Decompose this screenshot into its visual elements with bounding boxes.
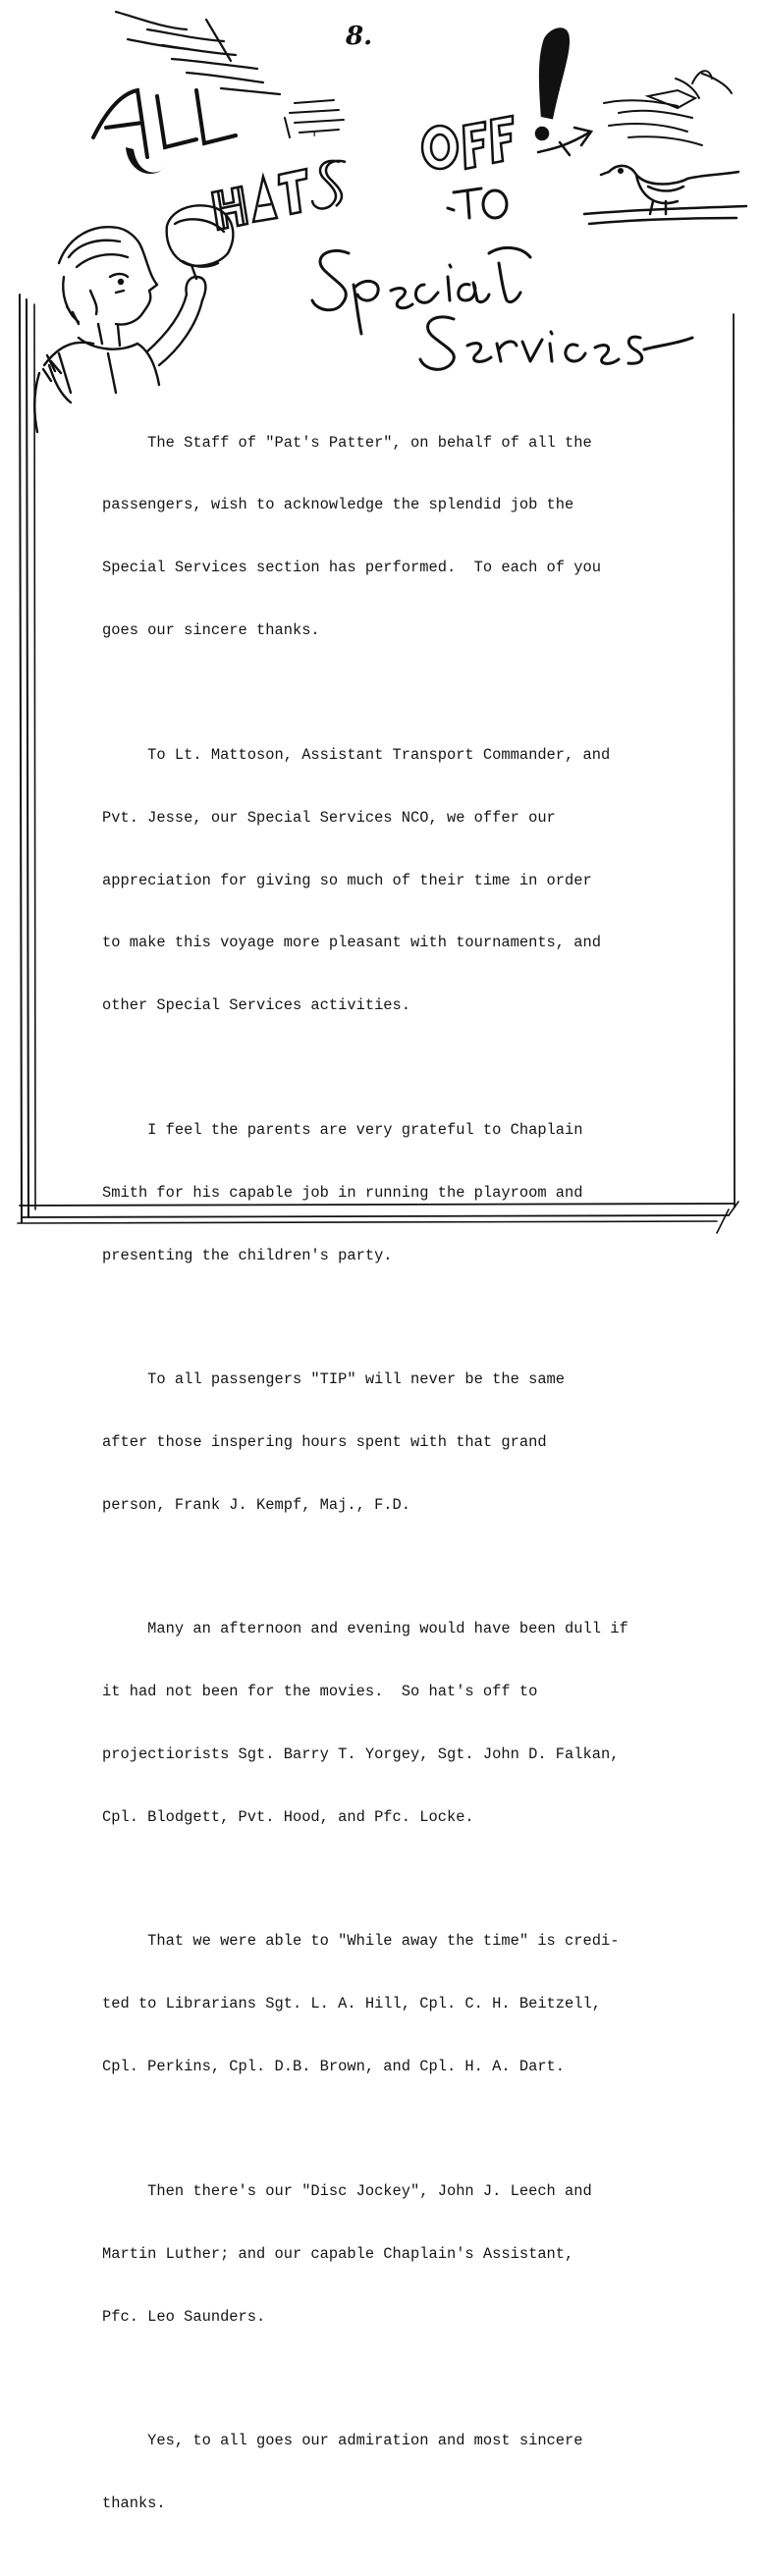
text-line: That we were able to "While away the time" is credi- — [102, 1932, 620, 1951]
paragraph-8 — [102, 2388, 711, 2555]
paragraph-7 — [102, 2139, 711, 2369]
speed-lines-right — [604, 71, 732, 145]
text-line: Yes, to all goes our admiration and most sincere — [102, 2432, 583, 2450]
paragraph-3 — [102, 1078, 711, 1308]
text-line: Cpl. Perkins, Cpl. D.B. Brown, and Cpl. H. A. Dart. — [102, 2058, 566, 2076]
text-line: To all passengers "TIP" will never be the same — [102, 1370, 566, 1389]
paragraph-1 — [102, 391, 711, 683]
text-line: person, Frank J. Kempf, Maj., F.D. — [102, 1495, 411, 1514]
text-line: ted to Librarians Sgt. L. A. Hill, Cpl. C. H. Beitzell, — [102, 1995, 601, 2013]
text-line: Cpl. Blodgett, Pvt. Hood, and Pfc. Locke. — [102, 1808, 474, 1826]
text-line: Smith for his capable job in running the playroom and — [102, 1183, 583, 1202]
bird-art — [584, 166, 746, 224]
headline-hats-art — [212, 129, 346, 230]
text-line: To Lt. Mattoson, Assistant Transport Commander, and — [102, 745, 611, 764]
text-line: projectiorists Sgt. Barry T. Yorgey, Sgt. John D. Falkan, — [102, 1745, 620, 1764]
text-line: Special Services section has performed. To each of you — [102, 559, 601, 577]
text-line: Pvt. Jesse, our Special Services NCO, we offer our — [102, 808, 556, 827]
text-line: thanks. — [102, 2494, 166, 2512]
headline-all-art — [93, 90, 236, 174]
page-number: 8. — [346, 22, 373, 51]
text-line: to make this voyage more pleasant with tournaments, and — [102, 934, 601, 952]
svg-text:': ' — [312, 129, 317, 147]
text-line: goes our sincere thanks. — [102, 621, 320, 640]
speed-lines-mid — [285, 100, 344, 137]
article-body — [102, 391, 711, 2576]
paragraph-4 — [102, 1327, 711, 1557]
text-line: other Special Services activities. — [102, 996, 411, 1015]
headline-off-art — [422, 29, 569, 169]
text-line: after those inspering hours spent with that grand — [102, 1432, 547, 1451]
text-line: passengers, wish to acknowledge the splendid job the — [102, 496, 574, 514]
text-line: The Staff of "Pat's Patter", on behalf of all the — [102, 433, 592, 452]
speed-lines-left — [116, 12, 280, 94]
text-line: it had not been for the movies. So hat's off to — [102, 1683, 538, 1701]
text-line: Pfc. Leo Saunders. — [102, 2307, 266, 2326]
paragraph-5 — [102, 1578, 711, 1870]
text-line: I feel the parents are very grateful to Chaplain — [102, 1120, 583, 1139]
text-line: presenting the children's party. — [102, 1246, 393, 1264]
text-line: appreciation for giving so much of their time in order — [102, 871, 592, 889]
paragraph-2 — [102, 703, 711, 1058]
text-line: Then there's our "Disc Jockey", John J. Leech and — [102, 2181, 592, 2200]
paragraph-6 — [102, 1890, 711, 2120]
headline-script-art — [312, 247, 692, 369]
text-line: Many an afternoon and evening would have been dull if — [102, 1620, 628, 1638]
text-line: Martin Luther; and our capable Chaplain's Assistant, — [102, 2244, 574, 2263]
headline-to-art — [448, 188, 507, 218]
